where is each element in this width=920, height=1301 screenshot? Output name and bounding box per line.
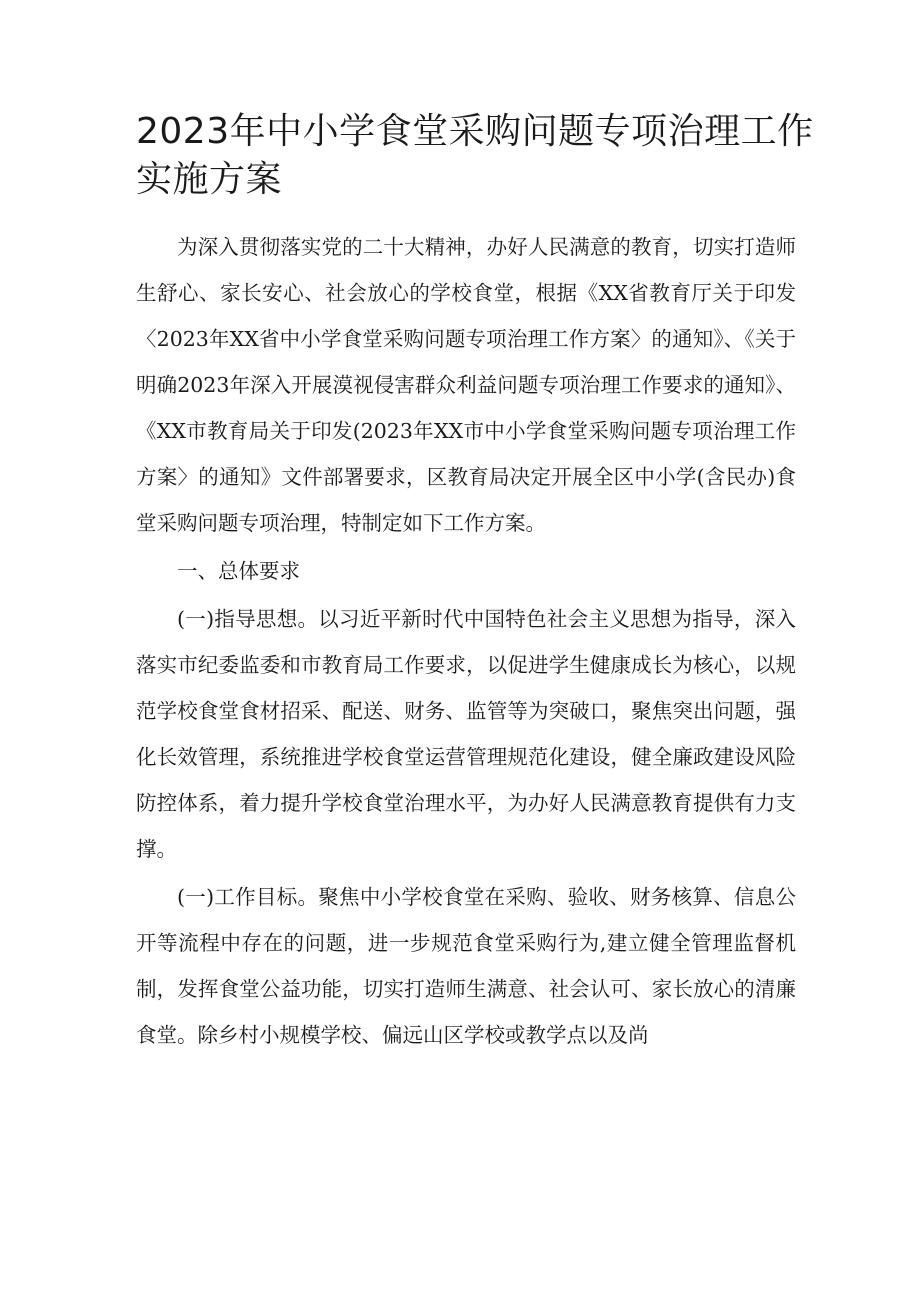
document-title: 2023年中小学食堂采购问题专项治理工作实施方案 xyxy=(136,111,814,200)
intro-paragraph: 为深入贯彻落实党的二十大精神，办好人民满意的教育，切实打造师生舒心、家长安心、社会放心的学校食堂，根据《XX省教育厅关于印发〈2023年XX省中小学食堂采购问题专项治理工作方案〉的通知》、《关于明确2023年深入开展漠视侵害群众利益问题专项治理工作要求的通知》、《XX市教育局关于印发(2023年XX市中小学食堂采购问题专项治理工作方案〉的通知》文件部署要求，区教育局决定开展全区中小学(含民办)食堂采购问题专项治理，特制定如下工作方案。 xyxy=(136,235,796,535)
work-objectives-paragraph: (一)工作目标。聚焦中小学校食堂在采购、验收、财务核算、信息公开等流程中存在的问题，进一步规范食堂采购行为,建立健全管理监督机制，发挥食堂公益功能，切实打造师生满意、社会认可、家长放心的清廉食堂。除乡村小规模学校、偏远山区学校或教学点以及尚 xyxy=(136,885,796,1047)
guiding-ideology-paragraph: (一)指导思想。以习近平新时代中国特色社会主义思想为指导，深入落实市纪委监委和市教育局工作要求，以促进学生健康成长为核心，以规范学校食堂食材招采、配送、财务、监管等为突破口，聚焦突出问题，强化长效管理，系统推进学校食堂运营管理规范化建设，健全廉政建设风险防控体系，着力提升学校食堂治理水平，为办好人民满意教育提供有力支撑。 xyxy=(136,607,796,861)
section-heading-overall-requirements: 一、总体要求 xyxy=(177,559,300,583)
document-body xyxy=(136,224,796,1058)
